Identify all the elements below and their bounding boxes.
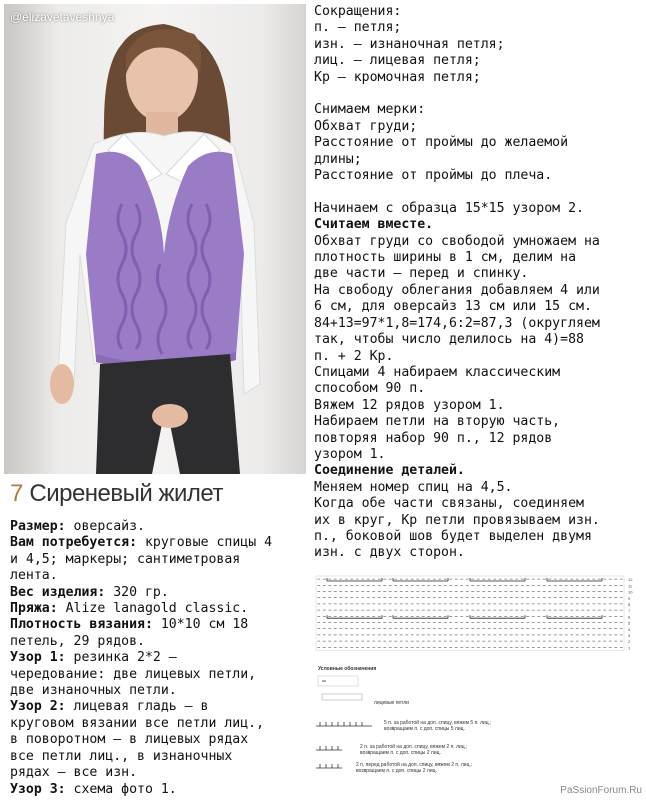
materials-text: круговом вязании все петли лиц., xyxy=(10,715,265,731)
instructions-line xyxy=(314,299,644,315)
materials-text: и 4,5; маркеры; сантиметровая xyxy=(10,551,241,567)
instructions-line xyxy=(314,398,644,414)
instructions-text: повторяя набор 90 п., 12 рядов xyxy=(314,430,553,446)
materials-text: лента. xyxy=(10,568,58,584)
instructions-line xyxy=(314,4,644,20)
materials-text: схема фото 1. xyxy=(65,781,177,797)
materials-line xyxy=(10,585,308,601)
instructions-text: Расстояние от проймы до желаемой xyxy=(314,135,569,151)
materials-bold-label: Вес изделия: xyxy=(10,584,106,600)
instructions-text: Спицами 4 набираем классическим xyxy=(314,364,561,380)
instagram-handle: @elizavetaveshnya xyxy=(10,10,115,24)
materials-line xyxy=(10,519,308,535)
materials-text: резинка 2*2 – xyxy=(65,650,177,666)
project-title xyxy=(10,480,223,514)
model-illustration xyxy=(4,4,306,474)
svg-text:12: 12 xyxy=(628,577,633,583)
instructions-text: Снимаем мерки: xyxy=(314,102,426,118)
model-photo xyxy=(4,4,306,474)
instructions-text: п. – петля; xyxy=(314,20,402,36)
instructions-line xyxy=(314,234,644,250)
instructions-text: Начинаем с образца 15*15 узором 2. xyxy=(314,200,584,216)
materials-line xyxy=(10,683,308,699)
instructions-text: длины; xyxy=(314,151,362,167)
materials-line xyxy=(10,765,308,781)
svg-text:9: 9 xyxy=(628,595,631,601)
instructions-text: лиц. – лицевая петля; xyxy=(314,53,481,69)
instructions-text: изн. – изнаночная петля; xyxy=(314,36,505,52)
chart-legend xyxy=(312,664,640,784)
materials-bold-label: Плотность вязания: xyxy=(10,617,153,633)
materials-bold-label: Вам потребуется: xyxy=(10,535,138,551)
site-watermark: PaSsionForum.Ru xyxy=(560,785,642,796)
instructions-text: Набираем петли на вторую часть, xyxy=(314,414,561,430)
instructions-line xyxy=(314,381,644,397)
materials-line xyxy=(10,749,308,765)
instructions-line xyxy=(314,70,644,86)
instructions-line xyxy=(314,119,644,135)
materials-line xyxy=(10,782,308,798)
instructions-text: Меняем номер спиц на 4,5. xyxy=(314,479,513,495)
instructions-text: Кр – кромочная петля; xyxy=(314,69,481,85)
svg-text:11: 11 xyxy=(628,583,633,589)
svg-text:5: 5 xyxy=(628,620,631,626)
instructions-line xyxy=(314,135,644,151)
materials-line xyxy=(10,650,308,666)
instructions-bold-label: Считаем вместе. xyxy=(314,217,434,233)
instructions-text: так, чтобы число делилось на 4)=88 xyxy=(314,332,584,348)
materials-line xyxy=(10,568,308,584)
svg-text:4: 4 xyxy=(628,626,631,632)
instructions-line xyxy=(314,250,644,266)
materials-bold-label: Размер: xyxy=(10,519,66,534)
instructions-block xyxy=(314,4,644,562)
instructions-spacer xyxy=(314,86,644,102)
svg-text:2: 2 xyxy=(628,639,631,645)
knitting-chart xyxy=(312,572,640,664)
materials-bold-label: Пряжа: xyxy=(10,601,58,617)
svg-text:6: 6 xyxy=(628,614,631,620)
instructions-line xyxy=(314,463,644,479)
instructions-line xyxy=(314,447,644,463)
instructions-text: Сокращения: xyxy=(314,4,402,19)
materials-text: 320 гр. xyxy=(105,584,169,600)
instructions-text: 6 см, для оверсайз 13 см или 15 см. xyxy=(314,299,592,315)
instructions-line xyxy=(314,37,644,53)
materials-text: петель, 29 рядов. xyxy=(10,633,145,649)
instructions-line xyxy=(314,53,644,69)
instructions-text: п. + 2 Кр. xyxy=(314,348,394,364)
materials-text: оверсайз. xyxy=(65,519,145,534)
materials-line xyxy=(10,699,308,715)
legend-title: Условные обозначения xyxy=(318,666,377,672)
instructions-line xyxy=(314,217,644,233)
materials-text: 10*10 см 18 xyxy=(152,617,249,633)
instructions-text: плотность ширины в 1 см, делим на xyxy=(314,250,577,266)
instructions-text: Обхват груди; xyxy=(314,118,418,134)
materials-text: в поворотном – в лицевых рядах xyxy=(10,732,249,748)
instructions-text: Обхват груди со свободой умножаем на xyxy=(314,233,600,249)
instructions-line xyxy=(314,496,644,512)
materials-text: Alize lanagold classic. xyxy=(57,601,249,617)
legend-item-5x5-b: возвращаем п. с доп. спицы 5 лиц. xyxy=(384,726,465,732)
materials-line xyxy=(10,601,308,617)
materials-text: лицевая гладь – в xyxy=(65,699,209,715)
instructions-line xyxy=(314,168,644,184)
instructions-line xyxy=(314,316,644,332)
materials-line xyxy=(10,732,308,748)
instructions-spacer xyxy=(314,184,644,200)
instructions-line xyxy=(314,365,644,381)
instructions-text: 84+13=97*1,8=174,6:2=87,3 (округляем xyxy=(314,315,600,331)
materials-line xyxy=(10,552,308,568)
materials-line xyxy=(10,634,308,650)
materials-block xyxy=(10,519,308,798)
instructions-text: На свободу облегания добавляем 4 или xyxy=(314,282,600,298)
legend-item-2x2f-b: возвращаем п. с доп. спицы 2 лиц. xyxy=(356,768,437,774)
instructions-text: Когда обе части связаны, соединяем xyxy=(314,496,584,512)
instructions-text: две части – перед и спинку. xyxy=(314,266,529,282)
instructions-line xyxy=(314,545,644,561)
legend-item-knit: лицевые петли xyxy=(374,700,409,706)
title-number: 7 xyxy=(10,480,24,507)
materials-text: круговые спицы 4 xyxy=(137,535,273,551)
instructions-line xyxy=(314,529,644,545)
materials-bold-label: Узор 1: xyxy=(10,650,66,666)
instructions-bold-label: Соединение деталей. xyxy=(314,463,465,479)
materials-text: все петли лиц., в изнаночных xyxy=(10,748,233,764)
materials-text: чередование: две лицевых петли, xyxy=(10,666,257,682)
instructions-text: изн. с двух сторон. xyxy=(314,545,465,561)
instructions-line xyxy=(314,201,644,217)
instructions-line xyxy=(314,102,644,118)
instructions-line xyxy=(314,152,644,168)
materials-line xyxy=(10,716,308,732)
instructions-text: способом 90 п. xyxy=(314,381,426,397)
svg-text:10: 10 xyxy=(628,589,633,595)
instructions-line xyxy=(314,283,644,299)
instructions-line xyxy=(314,414,644,430)
legend-item-2x2f-a: 2 п. перед работой на доп. спицу, вяжем 2 п. лиц.; xyxy=(356,762,473,768)
instructions-text: их в круг, Кр петли провязываем изн. xyxy=(314,512,600,528)
chart-grid xyxy=(312,572,640,664)
materials-line xyxy=(10,617,308,633)
svg-text:7: 7 xyxy=(628,608,631,614)
instructions-text: Вяжем 12 рядов узором 1. xyxy=(314,397,505,413)
instructions-line xyxy=(314,431,644,447)
title-text: Сиреневый жилет xyxy=(29,480,223,507)
svg-text:1: 1 xyxy=(628,645,631,651)
instructions-line xyxy=(314,480,644,496)
instructions-text: узором 1. xyxy=(314,446,386,462)
instructions-text: п., боковой шов будет выделен двумя xyxy=(314,528,592,544)
materials-text: две изнаночных петли. xyxy=(10,683,177,699)
instructions-line xyxy=(314,332,644,348)
materials-text: рядах – все изн. xyxy=(10,765,138,781)
materials-line xyxy=(10,535,308,551)
instructions-line xyxy=(314,266,644,282)
materials-bold-label: Узор 2: xyxy=(10,699,66,715)
legend-item-5x5-a: 5 п. за работой на доп. спицу, вяжем 5 п. лиц.; xyxy=(384,720,492,726)
svg-text:8: 8 xyxy=(628,602,631,607)
materials-line xyxy=(10,667,308,683)
instructions-line xyxy=(314,349,644,365)
legend-item-2x2-a: 2 п. за работой на доп. спицу, вяжем 2 п. лиц.; xyxy=(360,744,468,750)
instructions-line xyxy=(314,20,644,36)
materials-bold-label: Узор 3: xyxy=(10,781,66,797)
instructions-line xyxy=(314,513,644,529)
instructions-text: Расстояние от проймы до плеча. xyxy=(314,168,553,184)
legend-item-2x2-b: возвращаем п. с доп. спицы 2 лиц. xyxy=(360,750,441,756)
svg-text:3: 3 xyxy=(628,633,631,638)
